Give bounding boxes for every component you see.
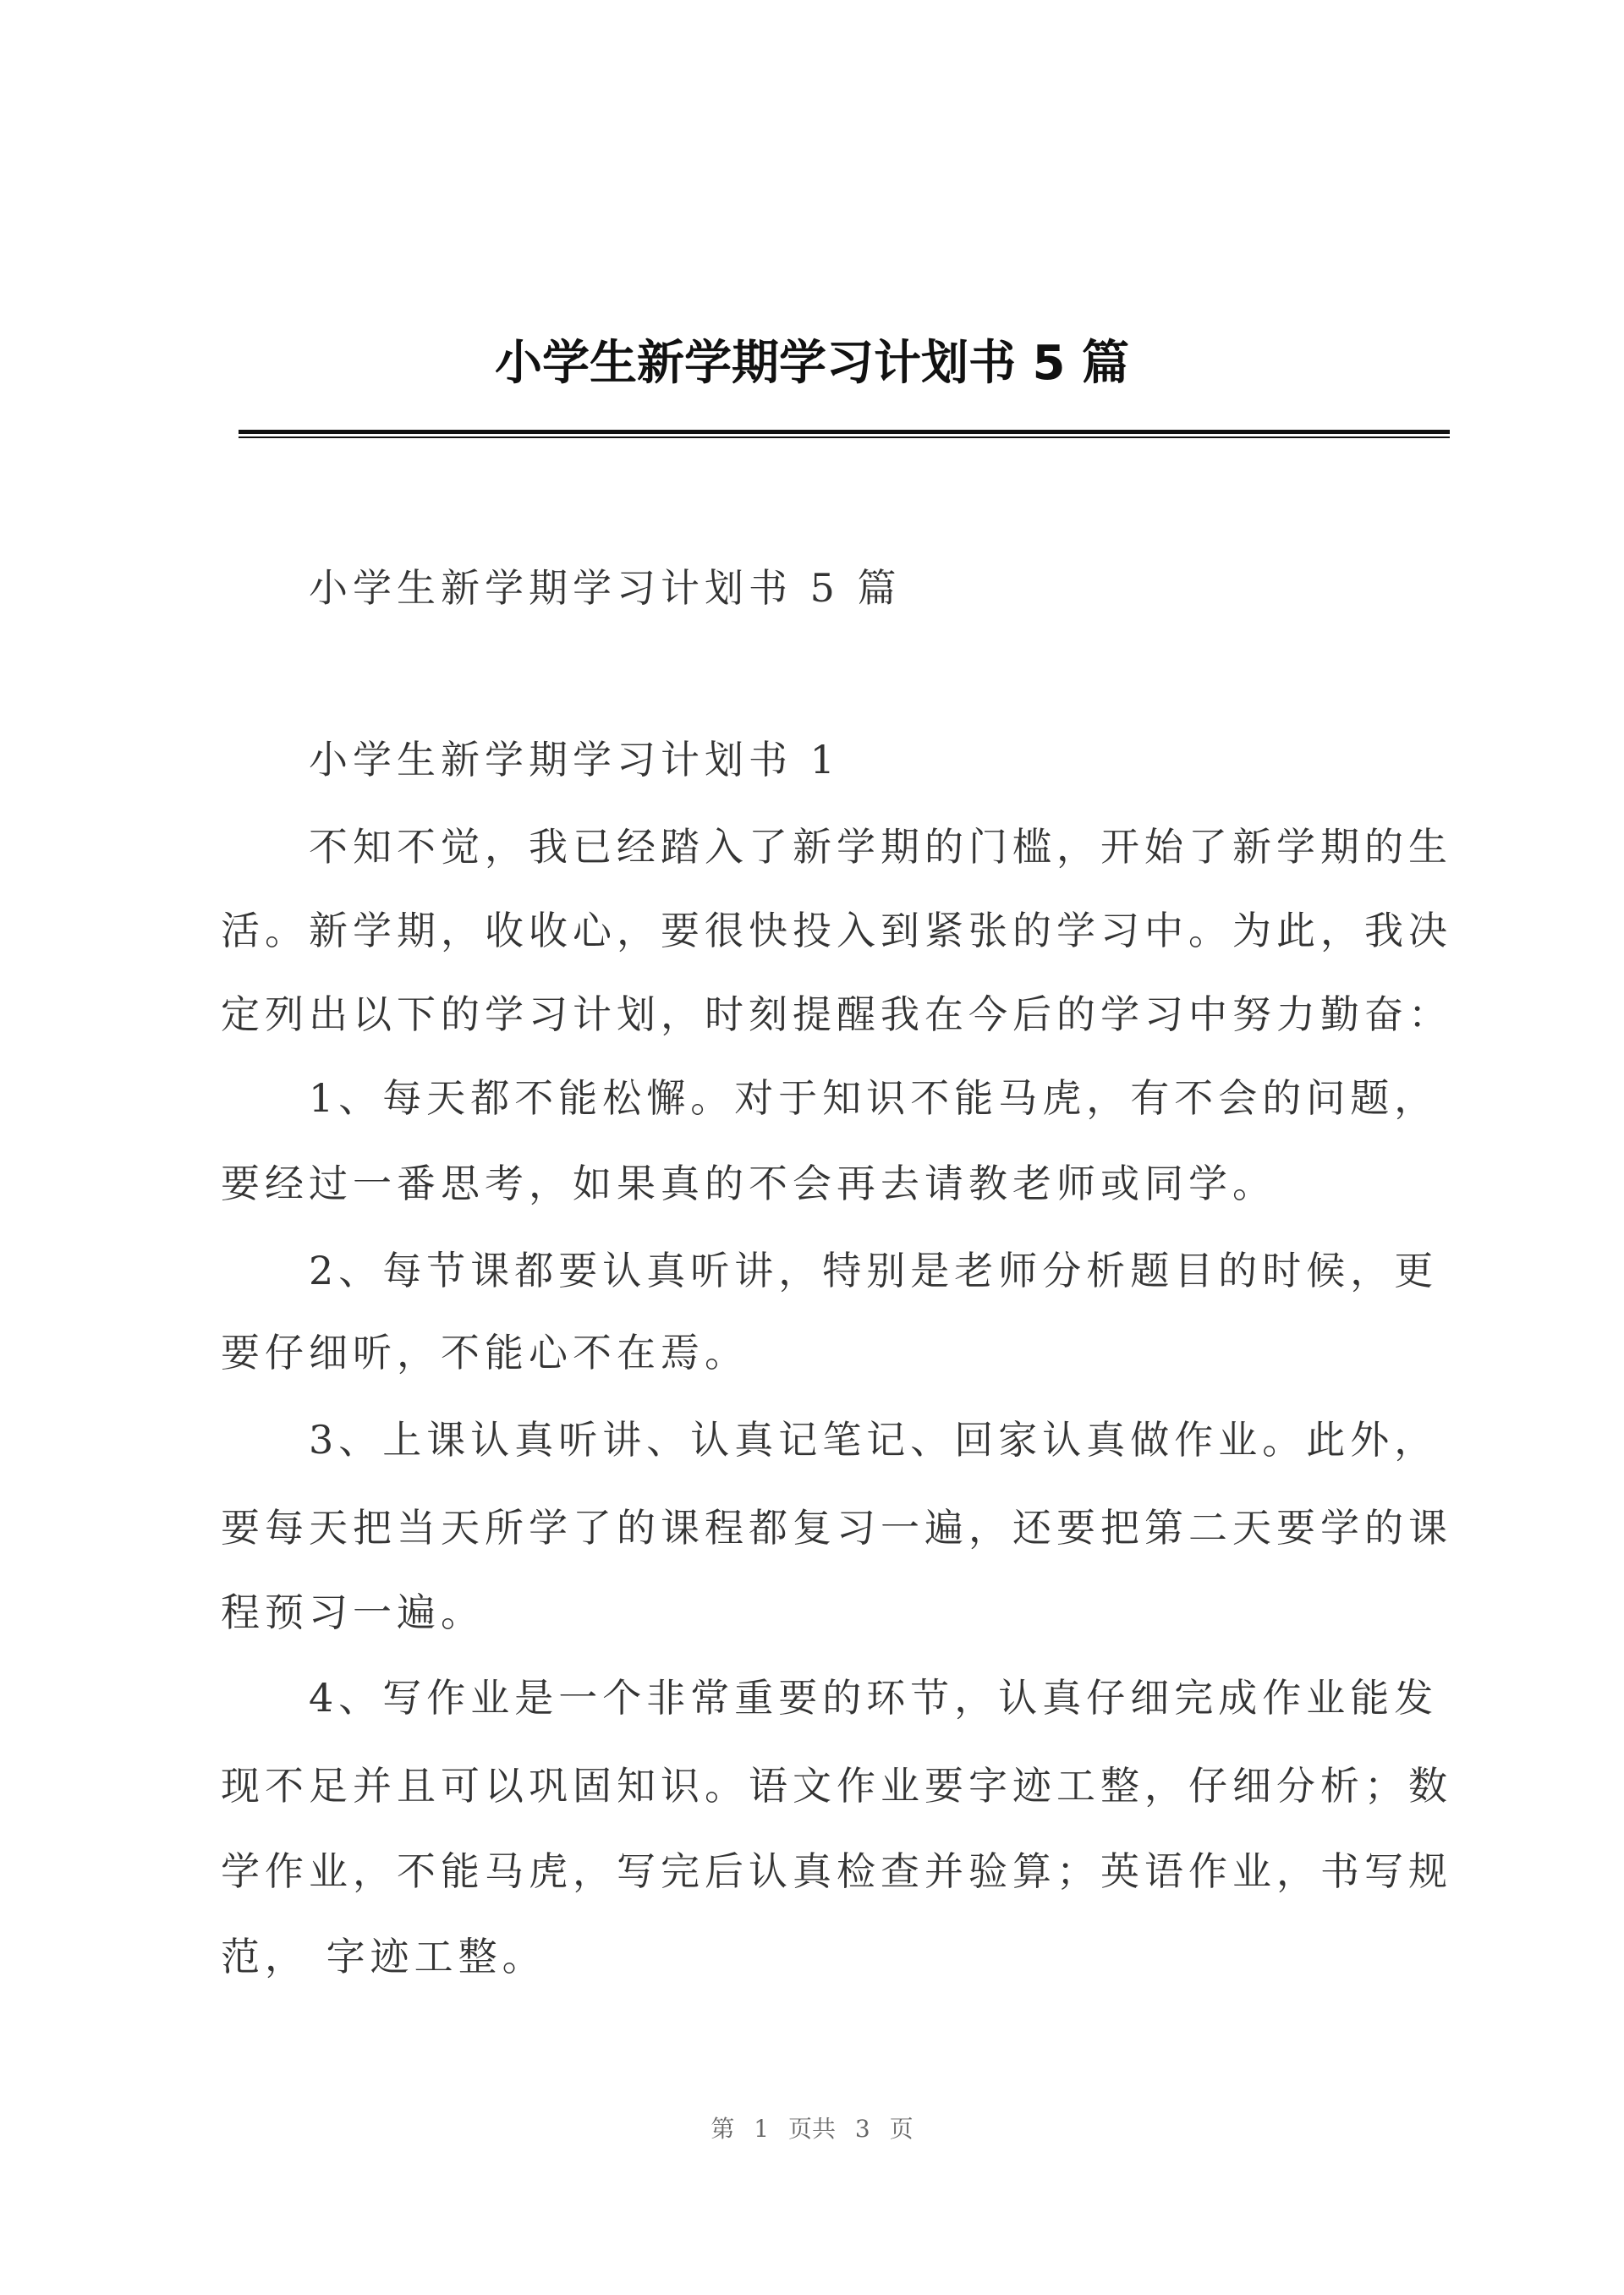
body-line: 3、上课认真听讲、认真记笔记、回家认真做作业。此外， [221,1417,1439,1463]
body-line: 学作业，不能马虎，写完后认真检查并验算；英语作业，书写规 [221,1848,1452,1894]
page-footer: 第 1 页共 3 页 [710,2115,914,2143]
body-line: 程预习一遍。 [221,1589,485,1635]
body-line: 1、每天都不能松懈。对于知识不能马虎，有不会的问题， [221,1075,1439,1121]
body-line: 2、每节课都要认真听讲，特别是老师分析题目的时候，更 [221,1248,1439,1293]
body-line: 要经过一番思考，如果真的不会再去请教老师或同学。 [221,1161,1276,1206]
body-line: 现不足并且可以巩固知识。语文作业要字迹工整，仔细分析；数 [221,1763,1452,1809]
title-rule-thin [239,436,1450,438]
body-line: 定列出以下的学习计划，时刻提醒我在今后的学习中努力勤奋： [221,991,1452,1037]
section-heading: 小学生新学期学习计划书 1 [221,737,840,782]
body-line: 不知不觉，我已经踏入了新学期的门槛，开始了新学期的生 [221,824,1452,870]
body-line: 活。新学期，收收心，要很快投入到紧张的学习中。为此，我决 [221,908,1452,953]
body-line: 范， 字迹工整。 [221,1934,546,1979]
body-line: 要每天把当天所学了的课程都复习一遍，还要把第二天要学的课 [221,1505,1452,1551]
body-line: 4、写作业是一个非常重要的环节，认真仔细完成作业能发 [221,1675,1439,1721]
document-title: 小学生新学期学习计划书 5 篇 [495,336,1129,391]
subtitle: 小学生新学期学习计划书 5 篇 [221,565,902,611]
title-rule-thick [239,430,1450,434]
body-line: 要仔细听，不能心不在焉。 [221,1330,749,1375]
